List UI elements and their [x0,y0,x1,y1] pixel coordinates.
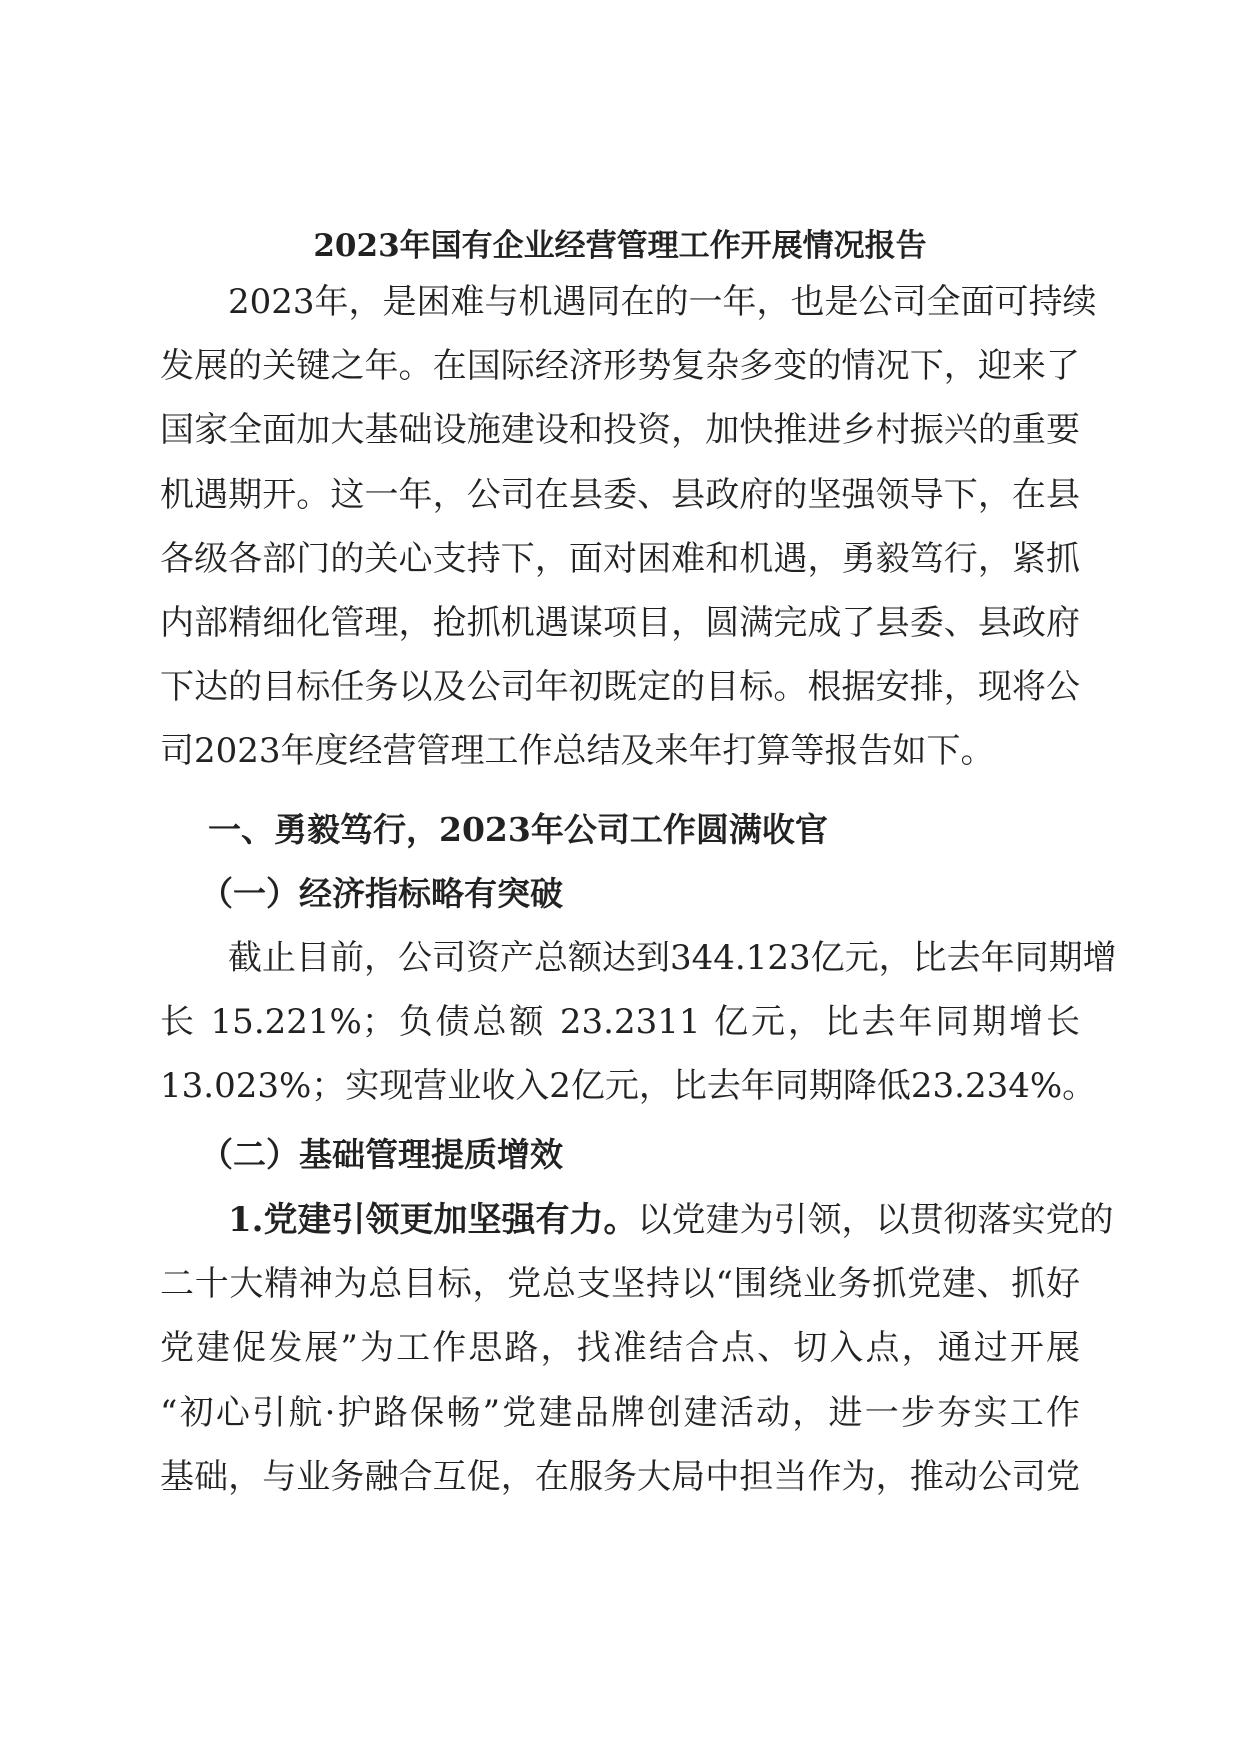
economy-line: 截止目前，公司资产总额达到344.123亿元，比去年同期增 [228,938,1117,978]
intro-line: 机遇期开。这一年，公司在县委、县政府的坚强领导下，在县 [160,474,1080,515]
intro-line: 2023年，是困难与机遇同在的一年，也是公司全面可持续 [228,282,1097,322]
document-title: 2023年国有企业经营管理工作开展情况报告 [313,228,927,264]
intro-paragraph [160,270,1097,784]
party-paragraph [160,1188,1114,1509]
intro-line: 司2023年度经营管理工作总结及来年打算等报告如下。 [160,731,995,772]
section-heading: 一、勇毅笃行，2023年公司工作圆满收官 [208,810,828,849]
party-line-text: 以党建为引领，以贯彻落实党的 [637,1200,1114,1240]
economy-paragraph [160,926,1117,1119]
intro-line: 下达的目标任务以及公司年初既定的目标。根据安排，现将公 [160,667,1080,708]
party-line: 基础，与业务融合互促，在服务大局中担当作为，推动公司党 [160,1456,1080,1497]
document-page [160,0,1117,1754]
party-line: “初心引航·护路保畅”党建品牌创建活动，进一步夯实工作 [160,1392,1080,1433]
subsection-heading: （二）基础管理提质增效 [200,1135,563,1174]
party-line-first [160,1188,1114,1252]
economy-line: 长 15.221%；负债总额 23.2311 亿元，比去年同期增长 [160,1002,1080,1043]
intro-line: 各级各部门的关心支持下，面对困难和机遇，勇毅笃行，紧抓 [160,538,1080,579]
subsection-heading: （一）经济指标略有突破 [200,874,563,913]
intro-line: 发展的关键之年。在国际经济形势复杂多变的情况下，迎来了 [160,346,1080,387]
party-line: 二十大精神为总目标，党总支坚持以“围绕业务抓党建、抓好 [160,1264,1080,1305]
intro-line: 国家全面加大基础设施建设和投资，加快推进乡村振兴的重要 [160,410,1080,451]
party-line: 党建促发展”为工作思路，找准结合点、切入点，通过开展 [160,1328,1080,1369]
economy-line: 13.023%；实现营业收入2亿元，比去年同期降低23.234%。 [160,1066,1097,1107]
party-lead: 1.党建引领更加坚强有力。 [228,1200,638,1240]
intro-line: 内部精细化管理，抢抓机遇谋项目，圆满完成了县委、县政府 [160,603,1080,644]
